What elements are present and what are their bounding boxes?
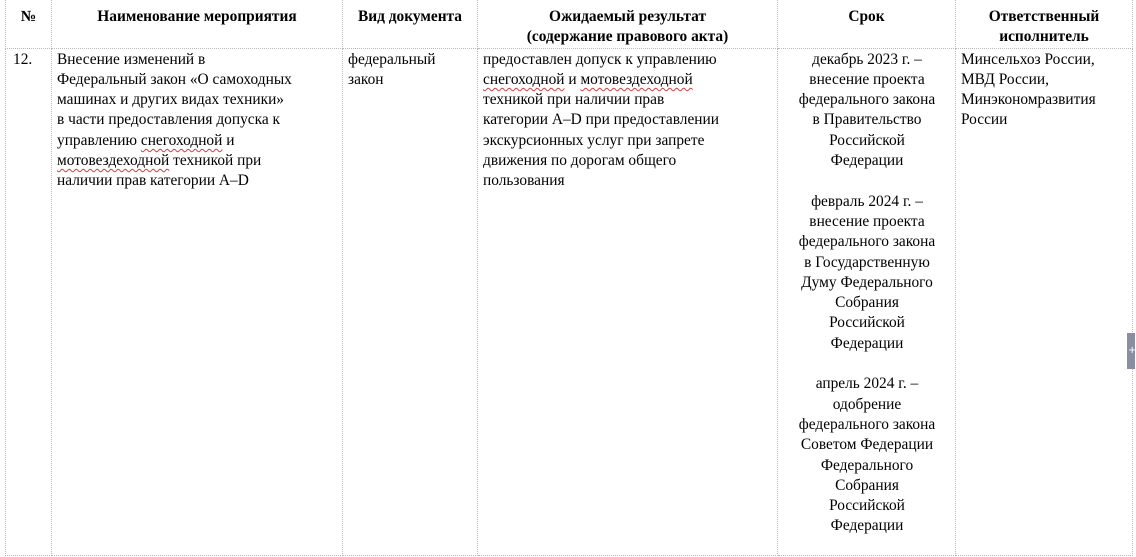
deadline-step-2: февраль 2024 г. – внесение проекта федерального закона в Государственную Думу Федерального Собрания Российской Федерации	[798, 192, 936, 352]
table-row	[6, 48, 1133, 555]
cell-document-type[interactable]: федеральный закон	[343, 48, 478, 555]
deadline-step-1: декабрь 2023 г. – внесение проекта федерального закона в Правительство Российской Федерации	[798, 50, 936, 170]
spellcheck-word[interactable]: снегоходной	[483, 70, 565, 88]
table-header-row	[6, 0, 1133, 48]
header-responsible-line1: Ответственный	[988, 8, 1100, 25]
cell-expected-result[interactable]: предоставлен допуск к управлению снегоходной и мотовездеходной техникой при наличии прав категории A–D при предоставлении экскурсионных услуг при запрете движения по дорогам общего пользования	[478, 48, 778, 555]
cell-responsible[interactable]: Минсельхоз России, МВД России, Минэкономразвития России	[956, 48, 1133, 555]
add-row-handle[interactable]	[1127, 333, 1135, 369]
header-responsible-line2: исполнитель	[999, 28, 1089, 46]
header-number: №	[6, 0, 52, 48]
cell-number: 12.	[6, 48, 52, 555]
spellcheck-word[interactable]: мотовездеходной	[57, 152, 170, 170]
events-table	[5, 0, 1133, 556]
header-expected-result	[478, 0, 778, 48]
deadline-step-3: апрель 2024 г. – одобрение федерального закона Советом Федерации Федерального Собрания Российской Федерации	[798, 375, 936, 535]
header-event-name: Наименование мероприятия	[52, 0, 343, 48]
plus-icon: +	[1128, 345, 1136, 356]
header-document-type: Вид документа	[343, 0, 478, 48]
header-responsible	[956, 0, 1133, 48]
spellcheck-word[interactable]: мотовездеходной	[580, 70, 693, 88]
spellcheck-word[interactable]: снегоходной	[140, 131, 223, 149]
header-deadline: Срок	[778, 0, 956, 48]
cell-event-name[interactable]: Внесение изменений в Федеральный закон «О самоходных машинах и других видах техники» в части предоставления допуска к управлению снегоходной и мотовездеходной техникой при наличии прав категории A–D	[52, 48, 343, 555]
header-expected-result-line2: (содержание правового акта)	[526, 28, 729, 46]
cell-deadline[interactable]	[778, 48, 956, 555]
header-expected-result-line1: Ожидаемый результат	[548, 8, 707, 25]
